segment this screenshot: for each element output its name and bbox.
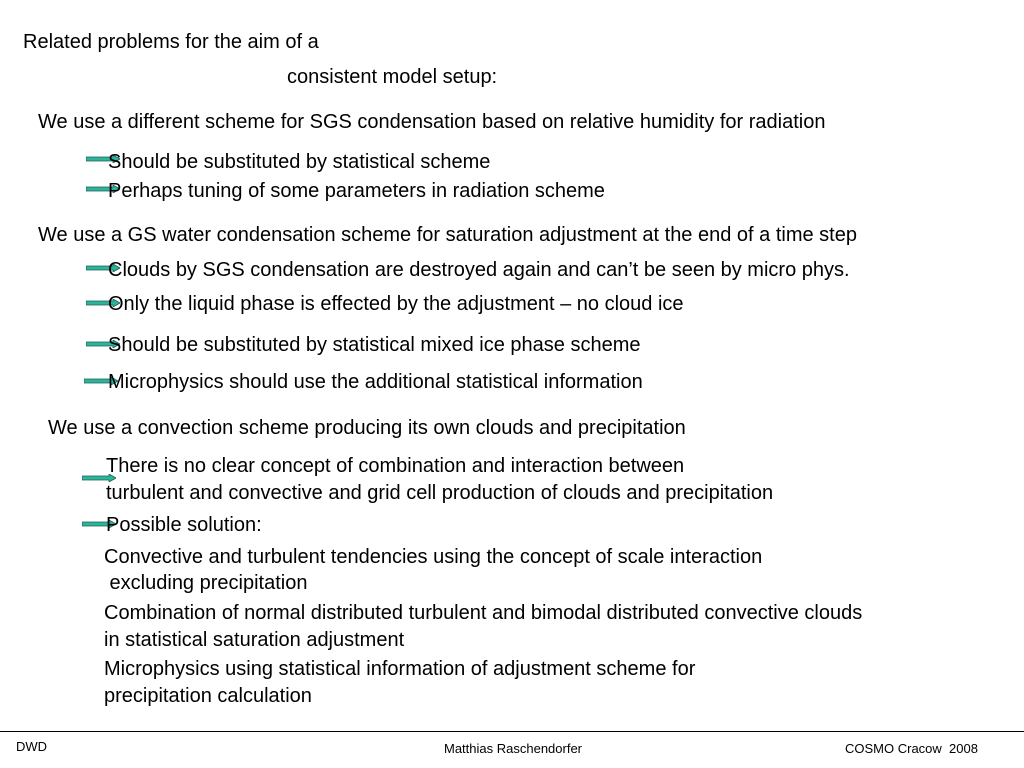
footer-center: Matthias Raschendorfer bbox=[444, 741, 583, 756]
section-heading-convection-scheme: We use a convection scheme producing its own clouds and precipitation bbox=[48, 417, 686, 439]
slide-title-line2: consistent model setup: bbox=[287, 66, 498, 88]
sub-item: Combination of normal distributed turbulent and bimodal distributed convective clouds bbox=[104, 602, 863, 624]
slide-title-line1: Related problems for the aim of a bbox=[23, 31, 319, 53]
footer-right: COSMO Cracow 2008 bbox=[845, 741, 978, 756]
sub-item-continuation: excluding precipitation bbox=[104, 572, 308, 594]
section-heading-gs-water-condensation: We use a GS water condensation scheme for saturation adjustment at the end of a time step bbox=[38, 224, 857, 246]
list-item: Possible solution: bbox=[106, 514, 262, 536]
list-item: Should be substituted by statistical scheme bbox=[108, 151, 491, 173]
list-item: There is no clear concept of combination and interaction between bbox=[106, 455, 685, 477]
sub-item: Convective and turbulent tendencies using the concept of scale interaction bbox=[104, 546, 763, 568]
list-item: Only the liquid phase is effected by the adjustment – no cloud ice bbox=[108, 293, 684, 315]
list-item: Should be substituted by statistical mixed ice phase scheme bbox=[108, 334, 641, 356]
list-item: Clouds by SGS condensation are destroyed again and can’t be seen by micro phys. bbox=[108, 259, 850, 281]
section-heading-sgs-condensation: We use a different scheme for SGS condensation based on relative humidity for radiation bbox=[38, 111, 826, 133]
sub-item-continuation: precipitation calculation bbox=[104, 685, 312, 707]
list-item: Perhaps tuning of some parameters in radiation scheme bbox=[108, 180, 605, 202]
footer-divider bbox=[0, 731, 1024, 732]
sub-item: Microphysics using statistical information of adjustment scheme for bbox=[104, 658, 696, 680]
footer-left: DWD bbox=[16, 739, 48, 754]
list-item: Microphysics should use the additional statistical information bbox=[108, 371, 643, 393]
list-item-continuation: turbulent and convective and grid cell production of clouds and precipitation bbox=[106, 482, 774, 504]
sub-item-continuation: in statistical saturation adjustment bbox=[104, 629, 405, 651]
